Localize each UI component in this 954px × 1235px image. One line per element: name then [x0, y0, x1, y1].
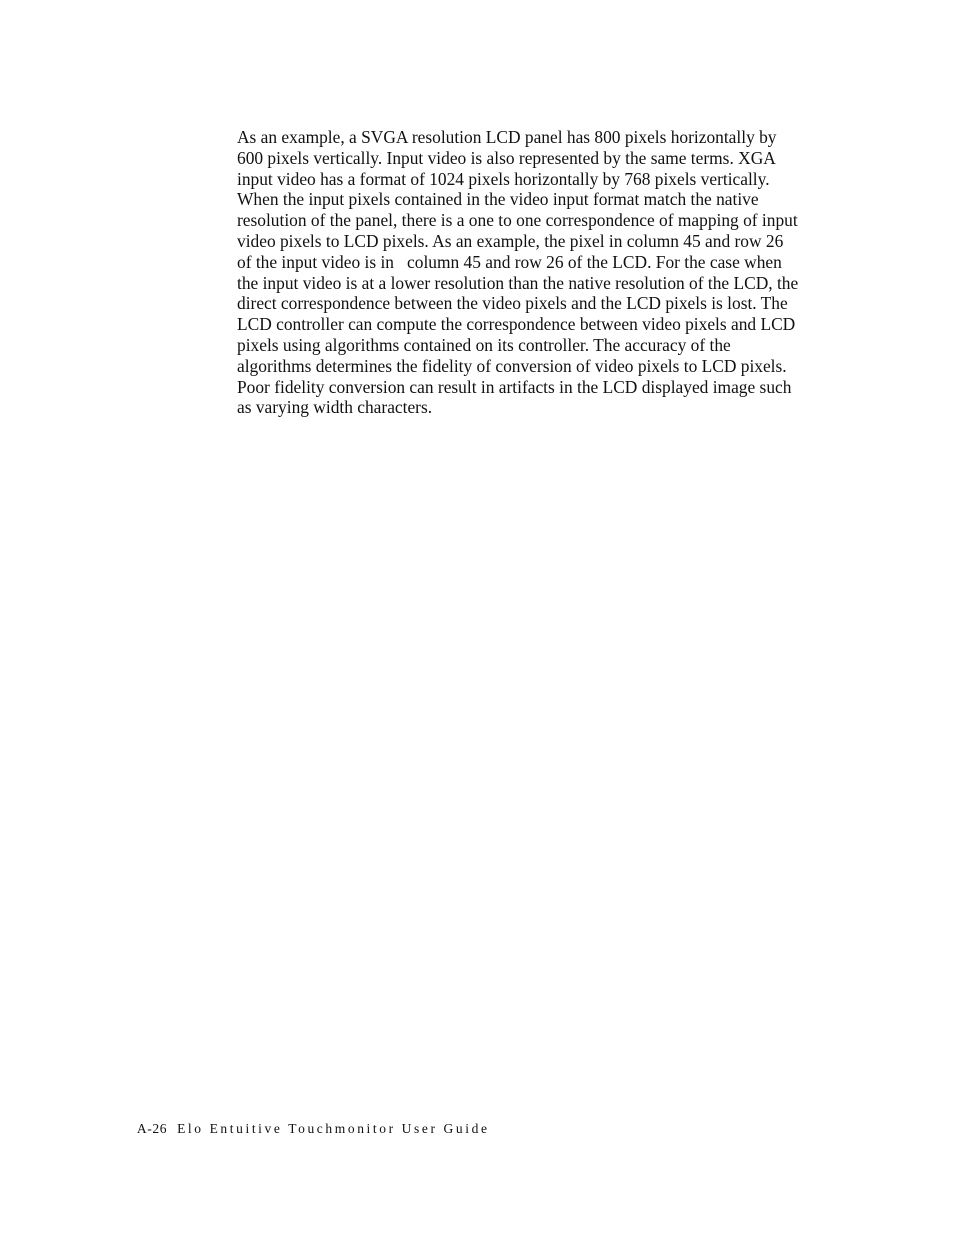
paragraph-line: When the input pixels contained in the video input format match the native [237, 189, 759, 210]
page-number: A-26 [136, 1121, 168, 1136]
paragraph-line: 600 pixels vertically. Input video is also represented by the same terms. XGA [237, 147, 776, 168]
paragraph-line: Poor fidelity conversion can result in artifacts in the LCD displayed image such [237, 376, 792, 397]
paragraph-line: video pixels to LCD pixels. As an example, the pixel in column 45 and row 26 [237, 230, 784, 251]
paragraph-line: input video has a format of 1024 pixels horizontally by 768 pixels vertically. [237, 168, 770, 189]
body-paragraph [237, 127, 849, 418]
paragraph-line: resolution of the panel, there is a one to one correspondence of mapping of input [237, 210, 798, 231]
page-footer [113, 1105, 490, 1153]
paragraph-line: direct correspondence between the video pixels and the LCD pixels is lost. The [237, 293, 788, 314]
paragraph-line: of the input video is in column 45 and row 26 of the LCD. For the case when [237, 251, 782, 272]
paragraph-line: pixels using algorithms contained on its controller. The accuracy of the [237, 334, 731, 355]
paragraph-line: As an example, a SVGA resolution LCD panel has 800 pixels horizontally by [237, 127, 777, 147]
paragraph-line: LCD controller can compute the correspondence between video pixels and LCD [237, 314, 796, 335]
paragraph-line: the input video is at a lower resolution than the native resolution of the LCD, the [237, 272, 799, 293]
footer-title: Elo Entuitive Touchmonitor User Guide [177, 1121, 490, 1136]
paragraph-line: as varying width characters. [237, 397, 433, 418]
paragraph-line: algorithms determines the fidelity of conversion of video pixels to LCD pixels. [237, 355, 787, 376]
